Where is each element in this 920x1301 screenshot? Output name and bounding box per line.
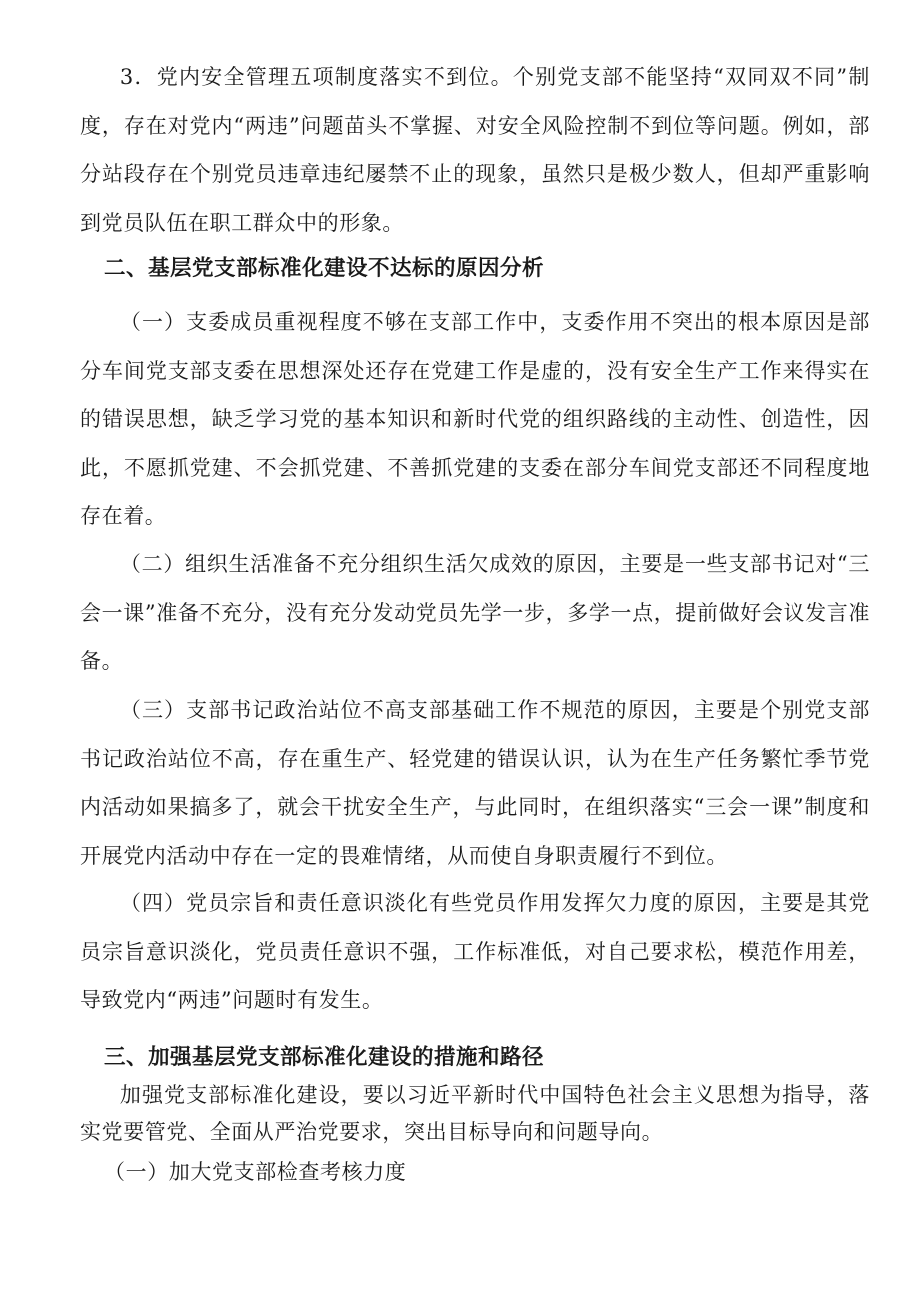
heading-cause-analysis: 二、基层党支部标准化建设不达标的原因分析 (104, 256, 545, 281)
subheading-inspection: （一）加大党支部检查考核力度 (104, 1160, 407, 1184)
paragraph-committee-attention: （一）支委成员重视程度不够在支部工作中，支委作用不突出的根本原因是部分车间党支部支委在思想深处还存在党建工作是虚的，没有安全生产工作来得实在的错误思想，缺乏学习党的基本知识和新时代党的组织路线的主动性、创造性，因此，不愿抓党建、不会抓党建、不善抓党建的支委在部分车间党支部还不同程度地存在着。 (80, 310, 870, 529)
paragraph-safety-management: 3．党内安全管理五项制度落实不到位。个别党支部不能坚持“双同双不同”制度，存在对党内“两违”问题苗头不掌握、对安全风险控制不到位等问题。例如，部分站段存在个别党员违章违纪屡禁不止的现象，虽然只是极少数人，但却严重影响到党员队伍在职工群众中的形象。 (80, 65, 870, 235)
paragraph-guidance: 加强党支部标准化建设，要以习近平新时代中国特色社会主义思想为指导，落实党要管党、全面从严治党要求，突出目标导向和问题导向。 (80, 1083, 870, 1144)
paragraph-member-awareness: （四）党员宗旨和责任意识淡化有些党员作用发挥欠力度的原因，主要是其党员宗旨意识淡化，党员责任意识不强，工作标准低，对自己要求松，模范作用差，导致党内“两违”问题时有发生。 (80, 891, 870, 1013)
heading-measures-paths: 三、加强基层党支部标准化建设的措施和路径 (104, 1045, 545, 1070)
paragraph-secretary-political: （三）支部书记政治站位不高支部基础工作不规范的原因，主要是个别党支部书记政治站位不高，存在重生产、轻党建的错误认识，认为在生产任务繁忙季节党内活动如果搞多了，就会干扰安全生产，与此同时，在组织落实“三会一课”制度和开展党内活动中存在一定的畏难情绪，从而使自身职责履行不到位。 (80, 698, 870, 868)
paragraph-organization-life: （二）组织生活准备不充分组织生活欠成效的原因，主要是一些支部书记对“三会一课”准备不充分，没有充分发动党员先学一步，多学一点，提前做好会议发言准备。 (80, 552, 870, 674)
